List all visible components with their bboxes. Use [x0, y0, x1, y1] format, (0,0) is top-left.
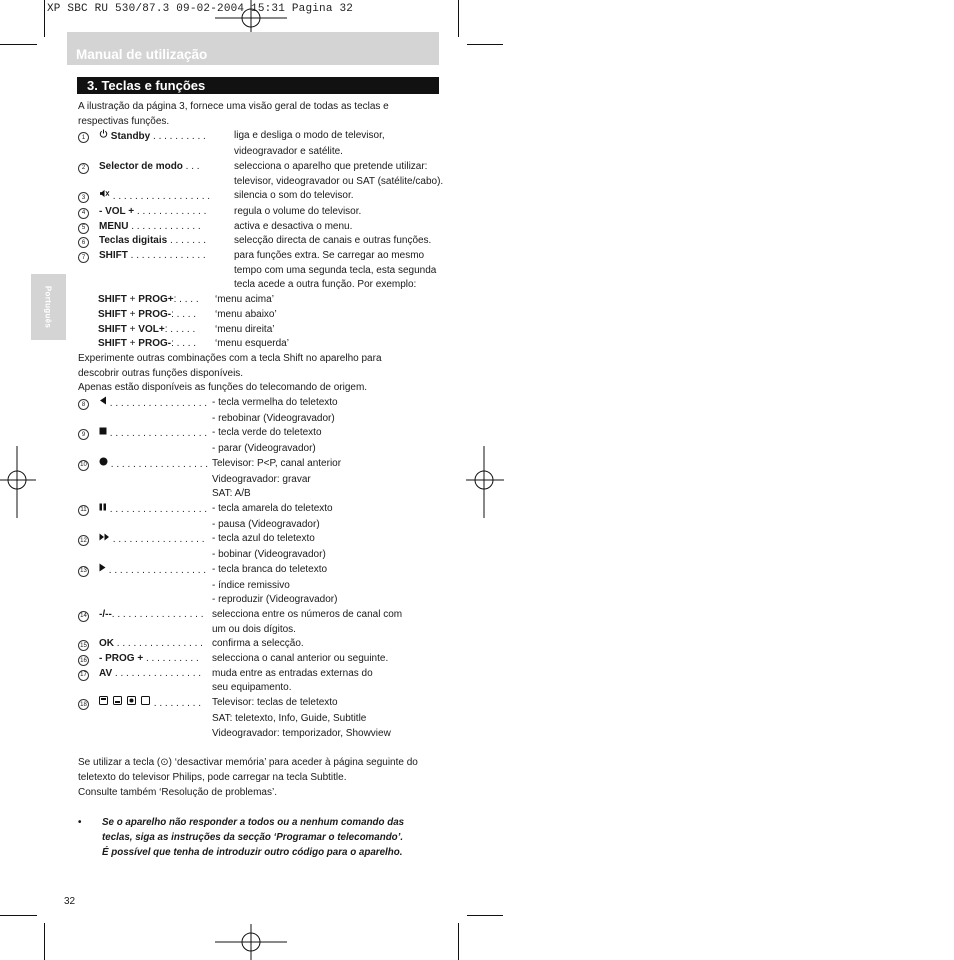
key-label: . . . . . . . . . . . . . . . . . . [99, 426, 212, 442]
shift-combo-keys: SHIFT + VOL+: . . . . . [98, 323, 196, 335]
shift-combo-row [78, 293, 440, 308]
key-row [78, 129, 440, 145]
key-description: liga e desliga o modo de televisor, [234, 130, 385, 142]
warning-note [78, 815, 440, 860]
key-row [78, 637, 440, 652]
key-description: tecla acede a outra função. Por exemplo: [234, 279, 417, 291]
key-row [78, 532, 440, 548]
item-number: 8 [78, 399, 89, 410]
crop-mark [467, 915, 503, 916]
key-label: - VOL + . . . . . . . . . . . . . [99, 205, 207, 217]
intro-line: respectivas funções. [78, 115, 170, 127]
key-label: SHIFT . . . . . . . . . . . . . . [99, 250, 206, 262]
language-tab [31, 274, 66, 340]
key-description: regula o volume do televisor. [234, 205, 362, 217]
key-label: OK . . . . . . . . . . . . . . . . [99, 638, 203, 650]
key-description: Videogravador: temporizador, Showview [212, 727, 391, 739]
key-description: - tecla verde do teletexto [212, 427, 322, 439]
key-row [78, 175, 444, 190]
crop-mark [44, 923, 45, 960]
item-number: 1 [78, 132, 89, 143]
key-row [78, 189, 440, 205]
section-heading [77, 77, 439, 94]
key-description: - bobinar (Videogravador) [212, 549, 326, 561]
item-number: 3 [78, 192, 89, 203]
warning-line: É possível que tenha de introduzir outro código para o aparelho. [102, 847, 403, 859]
crop-mark [44, 0, 45, 37]
key-label: . . . . . . . . . [99, 696, 212, 712]
key-description: videogravador e satélite. [234, 146, 343, 158]
item-number: 17 [78, 670, 89, 681]
key-label: . . . . . . . . . . . . . . . . . . [99, 396, 212, 412]
key-description: - tecla azul do teletexto [212, 533, 315, 545]
shift-combo-description: ‘menu direita’ [215, 323, 275, 335]
item-number: 9 [78, 429, 89, 440]
record-dot-icon [99, 457, 108, 472]
shift-combo-keys: SHIFT + PROG-: . . . . [98, 308, 197, 320]
key-row [78, 652, 440, 667]
shift-combo-row [78, 323, 440, 338]
item-number: 18 [78, 699, 89, 710]
key-description: - reproduzir (Videogravador) [212, 594, 338, 606]
key-description: tempo com uma segunda tecla, esta segunda [234, 264, 437, 276]
manual-banner [67, 32, 439, 65]
key-label: AV . . . . . . . . . . . . . . . . [99, 667, 202, 679]
item-number: 16 [78, 655, 89, 666]
key-row [78, 579, 440, 594]
key-row [78, 145, 440, 160]
key-row [78, 518, 440, 533]
warning-line: Se o aparelho não responder a todos ou a nenhum comando das [102, 817, 405, 829]
key-row [78, 712, 440, 727]
key-description: - tecla amarela do teletexto [212, 502, 333, 514]
key-description: - rebobinar (Videogravador) [212, 412, 335, 424]
language-tab-label: Português [43, 285, 53, 329]
item-number: 15 [78, 640, 89, 651]
bullet-mark: • [78, 817, 82, 829]
closing-line: teletexto do televisor Philips, pode carregar na tecla Subtitle. [78, 771, 347, 783]
key-description: confirma a selecção. [212, 638, 304, 650]
key-row [78, 249, 440, 264]
key-label: - PROG + . . . . . . . . . . [99, 653, 199, 665]
key-description: - tecla vermelha do teletexto [212, 397, 338, 409]
key-description: muda entre as entradas externas do [212, 667, 373, 679]
item-number: 2 [78, 163, 89, 174]
shift-combo-keys: SHIFT + PROG-: . . . . [98, 338, 197, 350]
teletext-icons [99, 696, 151, 711]
shift-combo-row [78, 337, 440, 352]
key-description: - tecla branca do teletexto [212, 563, 328, 575]
key-row [78, 473, 440, 488]
closing-line: Consulte também ‘Resolução de problemas’. [78, 786, 277, 798]
shift-combo-keys: SHIFT + PROG+: . . . . [98, 294, 199, 306]
key-row [78, 396, 440, 412]
intro-line: A ilustração da página 3, fornece uma visão geral de todas as teclas e [78, 101, 389, 112]
key-row [78, 593, 440, 608]
key-row [78, 412, 440, 427]
key-label: . . . . . . . . . . . . . . . . . . [99, 563, 212, 579]
item-number: 13 [78, 566, 89, 577]
key-description: Videogravador: gravar [212, 473, 311, 485]
key-label: . . . . . . . . . . . . . . . . . . [99, 502, 212, 518]
key-description: televisor, videogravador ou SAT (satélite/cabo). [234, 175, 444, 187]
page-number: 32 [64, 896, 76, 907]
key-row [78, 623, 440, 638]
crop-mark [458, 923, 459, 960]
item-number: 6 [78, 237, 89, 248]
registration-mark [0, 446, 36, 518]
key-label: Teclas digitais . . . . . . . [99, 235, 207, 247]
key-label: . . . . . . . . . . . . . . . . . [99, 532, 212, 548]
key-list [78, 396, 440, 741]
key-description: selecciona o canal anterior ou seguinte. [212, 653, 389, 665]
print-slug: XP SBC RU 530/87.3 09-02-2004 15:31 Pagina 32 [47, 3, 354, 15]
key-row [78, 727, 440, 742]
key-label: . . . . . . . . . . . . . . . . . . [99, 457, 212, 473]
registration-mark [215, 924, 287, 960]
item-number: 5 [78, 223, 89, 234]
key-row [78, 264, 440, 279]
key-description: Televisor: P<P, canal anterior [212, 457, 342, 469]
item-number: 12 [78, 535, 89, 546]
key-list [78, 129, 444, 293]
key-description: activa e desactiva o menu. [234, 220, 353, 232]
key-label: MENU . . . . . . . . . . . . . [99, 220, 201, 232]
key-row [78, 487, 440, 502]
key-label: . . . . . . . . . . . . . . . . . . [99, 189, 234, 205]
key-label: Selector de modo . . . [99, 160, 200, 172]
key-description: - parar (Videogravador) [212, 443, 316, 455]
key-description: um ou dois dígitos. [212, 623, 296, 635]
key-row [78, 457, 440, 473]
shift-combo-description: ‘menu esquerda’ [215, 338, 289, 350]
stop-square-icon [99, 426, 107, 441]
middle-line: descobrir outras funções disponíveis. [78, 367, 244, 379]
item-number: 11 [78, 505, 89, 516]
warning-line: teclas, siga as instruções da secção ‘Programar o telecomando’. [102, 832, 404, 844]
key-description: SAT: teletexto, Info, Guide, Subtitle [212, 712, 367, 724]
key-row [78, 608, 440, 623]
key-row [78, 548, 440, 563]
fast-forward-icon [99, 532, 110, 547]
middle-line: Apenas estão disponíveis as funções do telecomando de origem. [78, 382, 368, 394]
key-description: para funções extra. Se carregar ao mesmo [234, 250, 425, 262]
mute-icon [99, 189, 110, 204]
item-number: 10 [78, 460, 89, 471]
crop-mark [0, 44, 37, 45]
shift-combo-list [78, 293, 440, 352]
key-row [78, 681, 440, 696]
key-row [78, 667, 440, 682]
key-row [78, 234, 440, 249]
crop-mark [0, 915, 37, 916]
section-title: 3. Teclas e funções [87, 78, 206, 93]
item-number: 14 [78, 611, 89, 622]
banner-title: Manual de utilização [76, 47, 208, 62]
pause-icon [99, 502, 107, 517]
key-row [78, 220, 440, 235]
middle-line: Experimente outras combinações com a tecla Shift no aparelho para [78, 352, 382, 364]
key-row [78, 278, 440, 293]
key-row [78, 696, 440, 712]
key-label: Standby . . . . . . . . . . [99, 129, 234, 145]
standby-icon [99, 129, 108, 144]
key-description: silencia o som do televisor. [234, 190, 354, 202]
key-description: selecção directa de canais e outras funções. [234, 235, 432, 247]
shift-combo-description: ‘menu abaixo’ [215, 308, 277, 320]
item-number: 4 [78, 208, 89, 219]
page-content [78, 100, 444, 860]
key-description: seu equipamento. [212, 682, 292, 694]
key-row [78, 502, 440, 518]
closing-line: Se utilizar a tecla (⊙) ‘desactivar memória’ para aceder à página seguinte do [78, 757, 418, 769]
play-triangle-icon [99, 563, 106, 578]
key-description: - índice remissivo [212, 579, 290, 591]
shift-combo-row [78, 308, 440, 323]
key-row [78, 160, 440, 175]
rewind-triangle-icon [99, 396, 107, 411]
key-row [78, 205, 440, 220]
key-row [78, 563, 440, 579]
key-description: SAT: A/B [212, 488, 251, 500]
shift-combo-description: ‘menu acima’ [215, 294, 274, 306]
key-description: Televisor: teclas de teletexto [212, 697, 338, 709]
key-description: - pausa (Videogravador) [212, 518, 320, 530]
item-number: 7 [78, 252, 89, 263]
key-row [78, 426, 440, 442]
key-label: -/--. . . . . . . . . . . . . . . . . [99, 608, 204, 620]
crop-mark [467, 44, 503, 45]
key-description: selecciona entre os números de canal com [212, 608, 403, 620]
registration-mark [466, 446, 504, 518]
key-description: selecciona o aparelho que pretende utilizar: [234, 160, 428, 172]
crop-mark [458, 0, 459, 37]
key-row [78, 442, 440, 457]
